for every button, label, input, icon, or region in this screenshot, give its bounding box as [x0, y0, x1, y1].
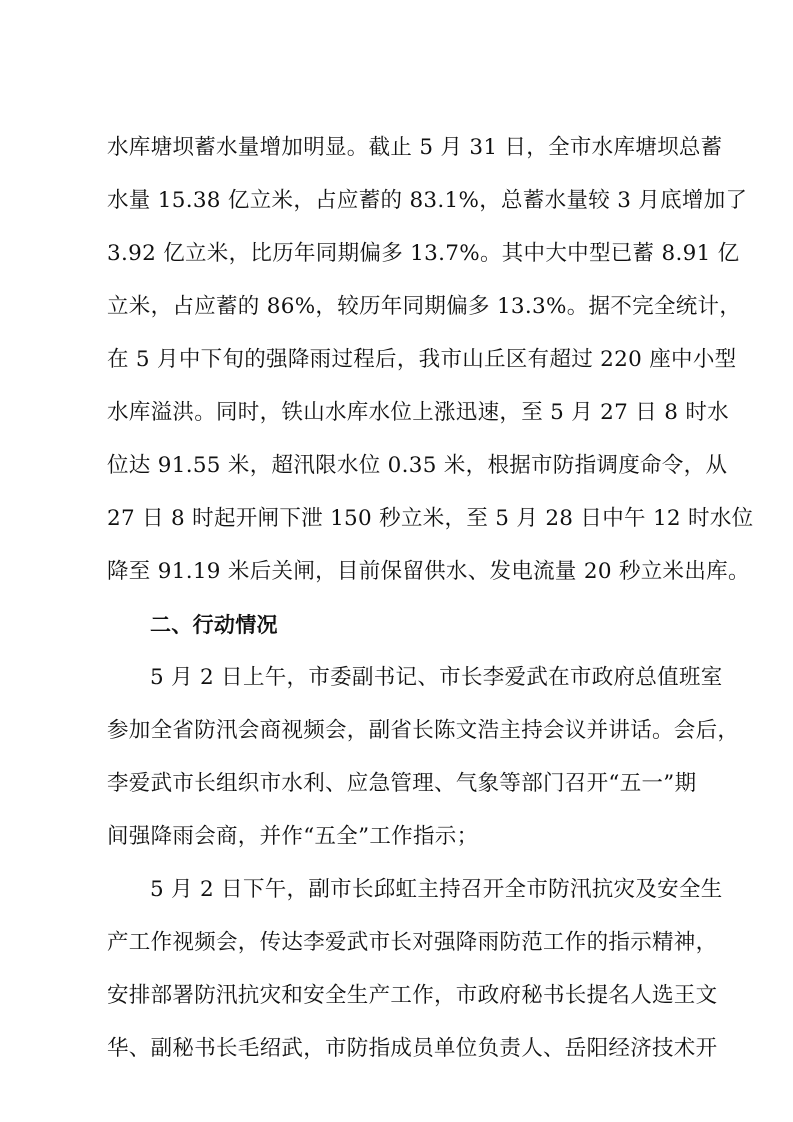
text-line: 产工作视频会，传达李爱武市长对强降雨防范工作的指示精神， — [107, 930, 718, 955]
text-line: 间强降雨会商，并作“五全”工作指示； — [107, 824, 479, 849]
text-line: 27 日 8 时起开闸下泄 150 秒立米，至 5 月 28 日中午 12 时水位 — [107, 506, 754, 531]
text-line: 参加全省防汛会商视频会，副省长陈文浩主持会议并讲话。会后， — [107, 718, 740, 743]
text-line: 水量 15.38 亿立米，占应蓄的 83.1%，总蓄水量较 3 月底增加了 — [107, 188, 748, 213]
text-line: 水库塘坝蓄水量增加明显。截止 5 月 31 日，全市水库塘坝总蓄 — [107, 135, 723, 160]
text-line: 在 5 月中下旬的强降雨过程后，我市山丘区有超过 220 座中小型 — [107, 347, 737, 372]
paragraph-first-line: 5 月 2 日下午，副市长邱虹主持召开全市防汛抗灾及安全生 — [150, 877, 723, 902]
text-line: 李爱武市长组织市水利、应急管理、气象等部门召开“五一”期 — [107, 771, 697, 796]
text-line: 3.92 亿立米，比历年同期偏多 13.7%。其中大中型已蓄 8.91 亿 — [107, 241, 740, 266]
paragraph-first-line: 5 月 2 日上午，市委副书记、市长李爱武在市政府总值班室 — [150, 665, 723, 690]
text-line: 安排部署防汛抗灾和安全生产工作，市政府秘书长提名人选王文 — [107, 983, 718, 1008]
text-line: 位达 91.55 米，超汛限水位 0.35 米，根据市防指调度命令，从 — [107, 453, 728, 478]
text-line: 立米，占应蓄的 86%，较历年同期偏多 13.3%。据不完全统计， — [107, 294, 742, 319]
text-line: 华、副秘书长毛绍武，市防指成员单位负责人、岳阳经济技术开 — [107, 1036, 718, 1061]
text-line: 降至 91.19 米后关闸，目前保留供水、发电流量 20 秒立米出库。 — [107, 559, 750, 584]
text-line: 水库溢洪。同时，铁山水库水位上涨迅速，至 5 月 27 日 8 时水 — [107, 400, 729, 425]
section-heading: 二、行动情况 — [150, 613, 278, 637]
